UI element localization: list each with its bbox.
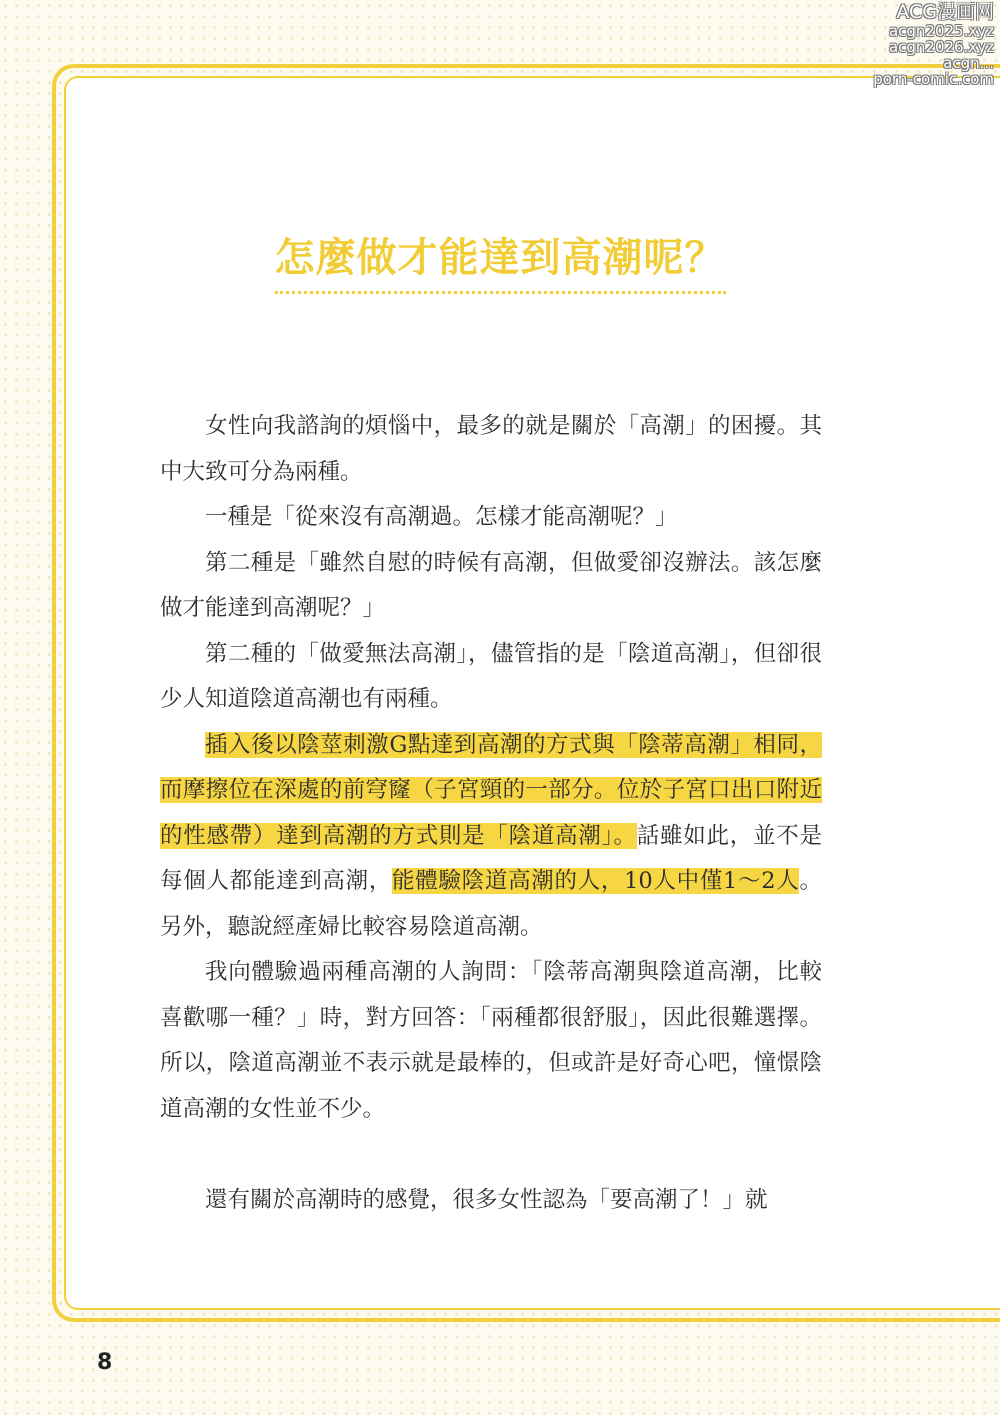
- paragraph: 我向體驗過兩種高潮的人詢問：「陰蒂高潮與陰道高潮，比較喜歡哪一種？」時，對方回答：「兩種都很舒服」，因此很難選擇。所以，陰道高潮並不表示就是最棒的，但或許是好奇心吧，憧憬陰道高潮的女性並不少。: [160, 959, 822, 1122]
- watermark-line: porn-comic.com: [873, 70, 994, 88]
- watermark-line: acgn2026.xyz: [888, 38, 994, 56]
- paragraph: 還有關於高潮時的感覺，很多女性認為「要高潮了！」就: [205, 1186, 768, 1213]
- highlight-text: 插入後以陰莖刺激G點達到高潮的方式與「陰蒂高潮」相同，而摩擦位在深處的前穹窿（子宮頸的一部分。位於子宮口出口附近的性感帶）達到高潮的方式則是「陰道高潮」。: [160, 731, 822, 849]
- article-body: [160, 404, 822, 1223]
- paragraph: 一種是「從來沒有高潮過。怎樣才能高潮呢？」: [205, 504, 678, 530]
- page-title-wrapper: [0, 226, 1000, 294]
- watermark-line: acgn2025.xyz: [888, 22, 994, 40]
- page-number: 8: [97, 1350, 113, 1375]
- page-title: 怎麼做才能達到高潮呢？: [275, 226, 726, 294]
- paragraph: 女性向我諮詢的煩惱中，最多的就是關於「高潮」的困擾。其中大致可分為兩種。: [160, 413, 822, 485]
- watermark-line: ACG漫画网: [896, 1, 994, 23]
- paragraph-text: 話雖如此，並不是每個人都能達到高潮，: [160, 822, 822, 894]
- paragraph: 第二種的「做愛無法高潮」，儘管指的是「陰道高潮」，但卻很少人知道陰道高潮也有兩種。: [160, 640, 822, 712]
- watermark: [844, 2, 994, 87]
- paragraph: 第二種是「雖然自慰的時候有高潮，但做愛卻沒辦法。該怎麼做才能達到高潮呢？」: [160, 549, 822, 621]
- paragraph-highlighted: [160, 723, 822, 951]
- paragraph-text: 。另外，聽說經產婦比較容易陰道高潮。: [160, 868, 822, 940]
- highlight-text: 能體驗陰道高潮的人，10人中僅1～2人: [392, 868, 800, 894]
- watermark-line: acgn...: [943, 54, 994, 72]
